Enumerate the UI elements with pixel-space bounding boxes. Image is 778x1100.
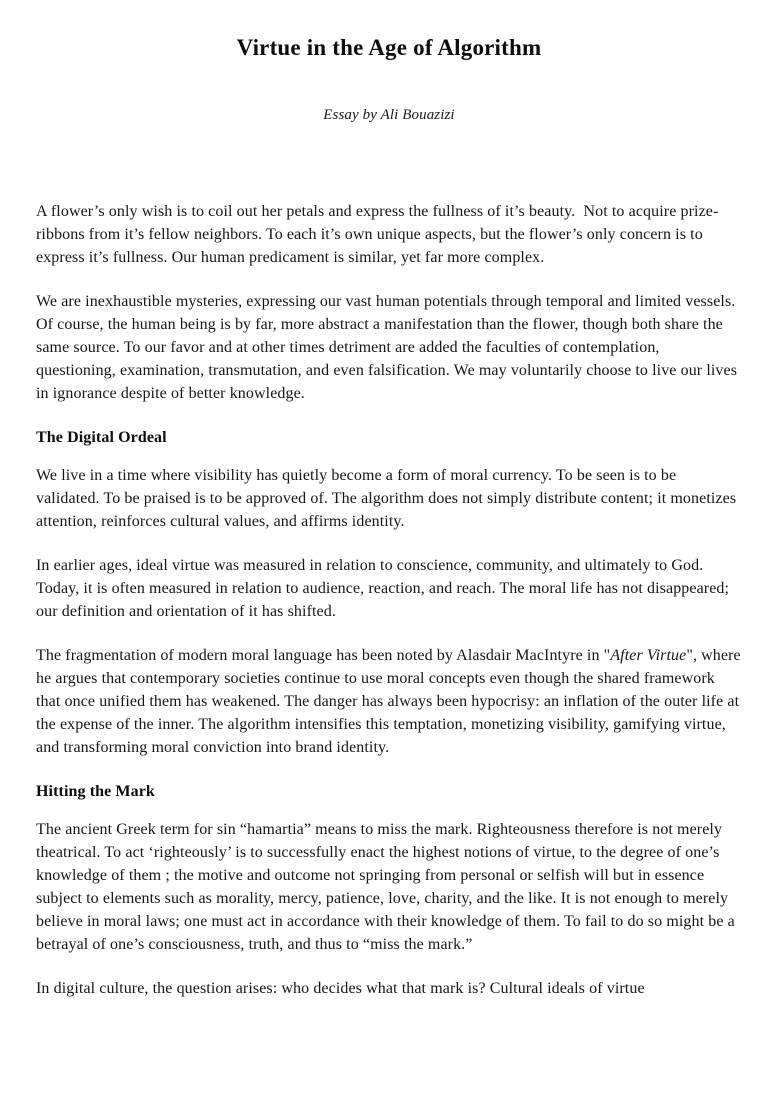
- heading-the-digital-ordeal: The Digital Ordeal: [36, 429, 167, 446]
- paragraph-visibility: We live in a time where visibility has quietly become a form of moral currency. To be seen is to be validated. To be praised is to be approved of. The algorithm does not simply distribute content; it monetizes attention, reinforces cultural values, and affirms identity.: [36, 467, 737, 530]
- paragraph-mysteries: We are inexhaustible mysteries, expressing our vast human potentials through temporal and limited vessels. Of course, the human being is by far, more abstract a manifestation than the flower, though both share the same source. To our favor and at other times detriment are added the faculties of contemplation, questioning, examination, transmutation, and even falsification. We may voluntarily choose to live our lives in ignorance despite of better knowledge.: [36, 293, 738, 402]
- after-virtue-citation: After Virtue: [610, 647, 687, 664]
- heading-hitting-the-mark: Hitting the Mark: [36, 783, 155, 800]
- paragraph-fragmentation: [36, 644, 742, 759]
- paragraph-flower: A flower’s only wish is to coil out her petals and express the fullness of it’s beauty. Not to acquire prize-ribbons from it’s fellow neighbors. To each it’s own unique aspects, but the flower’s only concern is to express it’s fullness. Our human predicament is similar, yet far more complex.: [36, 203, 719, 266]
- paragraph-digital-culture: In digital culture, the question arises: who decides what that mark is? Cultural ideals of virtue: [36, 980, 645, 997]
- document-title: Virtue in the Age of Algorithm: [236, 35, 542, 60]
- paragraph-fragmentation-text-before: The fragmentation of modern moral language has been noted by Alasdair MacIntyre in ": [36, 647, 611, 664]
- paragraph-earlier-ages: In earlier ages, ideal virtue was measured in relation to conscience, community, and ultimately to God. Today, it is often measured in relation to audience, reaction, and reach. The moral life has not disappeared; our definition and orientation of it has shifted.: [36, 557, 730, 620]
- paragraph-hamartia: The ancient Greek term for sin “hamartia” means to miss the mark. Righteousness therefore is not merely theatrical. To act ‘righteously’ is to successfully enact the highest notions of virtue, to the degree of one’s knowledge of them ; the motive and outcome not springing from personal or selfish will but in essence subject to elements such as morality, mercy, patience, love, charity, and the like. It is not enough to merely believe in moral laws; one must act in accordance with their knowledge of them. To fail to do so might be a betrayal of one’s consciousness, truth, and thus to “miss the mark.”: [36, 821, 735, 953]
- byline: Essay by Ali Bouazizi: [323, 107, 455, 123]
- paragraph-fragmentation-text-after: ", where he argues that contemporary societies continue to use moral concepts even though the shared framework that once unified them has weakened. The danger has always been hypocrisy: an inflation of the outer life at the expense of the inner. The algorithm intensifies this temptation, monetizing visibility, gamifying virtue, and transforming moral conviction into brand identity.: [36, 647, 741, 756]
